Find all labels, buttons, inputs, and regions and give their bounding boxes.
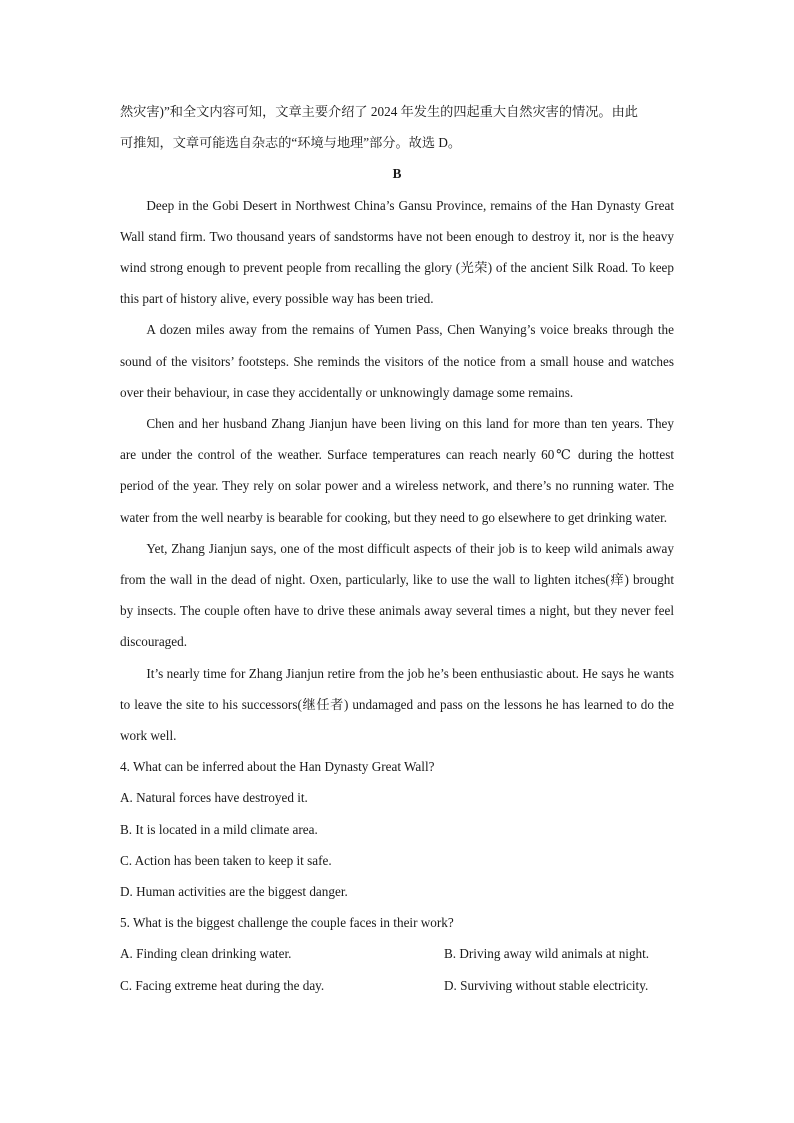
- intro-line-2: 可推知，文章可能选自杂志的“环境与地理”部分。故选 D。: [120, 135, 462, 151]
- question-5-option-b: B. Driving away wild animals at night.: [444, 946, 650, 962]
- intro-line-1: 然灾害)”和全文内容可知，文章主要介绍了 2024 年发生的四起重大自然灾害的情况。由此: [120, 104, 638, 119]
- passage-paragraph-3: Chen and her husband Zhang Jianjun have been living on this land for more than ten years. They are under the control of the weather. Surface temperatures can reach nearly 60℃ during the hottest period of the year. They rely on solar power and a wireless network, and there’s no running water. The water from the well nearby is bearable for cooking, but they need to go elsewhere to get drinking water.: [120, 416, 674, 525]
- question-4-option-c: C. Action has been taken to keep it safe.: [120, 852, 332, 868]
- question-4-option-b: B. It is located in a mild climate area.: [120, 821, 318, 837]
- document-page: [120, 96, 674, 1001]
- passage-paragraph-2: A dozen miles away from the remains of Yumen Pass, Chen Wanying’s voice breaks through the sound of the visitors’ footsteps. She reminds the visitors of the notice from a small house and watches over their behaviour, in case they accidentally or unknowingly damage some remains.: [120, 322, 674, 400]
- question-5-stem: 5. What is the biggest challenge the couple faces in their work?: [120, 915, 454, 931]
- question-5-option-a: A. Finding clean drinking water.: [120, 946, 292, 962]
- question-5-option-d: D. Surviving without stable electricity.: [444, 977, 649, 993]
- question-5-options-row-1: [120, 938, 674, 969]
- section-title: B: [392, 166, 402, 182]
- passage-paragraph-5: It’s nearly time for Zhang Jianjun retire from the job he’s been enthusiastic about. He says he wants to leave the site to his successors(继任者) undamaged and pass on the lessons he has learned to do the work well.: [120, 665, 674, 744]
- question-4-option-a: A. Natural forces have destroyed it.: [120, 790, 308, 806]
- question-5-option-c: C. Facing extreme heat during the day.: [120, 977, 325, 993]
- question-4-option-d: D. Human activities are the biggest danger.: [120, 884, 348, 900]
- passage-paragraph-4: Yet, Zhang Jianjun says, one of the most difficult aspects of their job is to keep wild animals away from the wall in the dead of night. Oxen, particularly, like to use the wall to lighten itches(痒) brought by insects. The couple often have to drive these animals away several times a night, but they never feel discouraged.: [120, 540, 674, 650]
- question-4-stem: 4. What can be inferred about the Han Dynasty Great Wall?: [120, 759, 435, 775]
- passage-paragraph-1: Deep in the Gobi Desert in Northwest China’s Gansu Province, remains of the Han Dynasty Great Wall stand firm. Two thousand years of sandstorms have not been enough to destroy it, nor is the heavy wind strong enough to prevent people from recalling the glory (光荣) of the ancient Silk Road. To keep this part of history alive, every possible way has been tried.: [120, 197, 674, 307]
- question-5-options-row-2: [120, 970, 674, 1001]
